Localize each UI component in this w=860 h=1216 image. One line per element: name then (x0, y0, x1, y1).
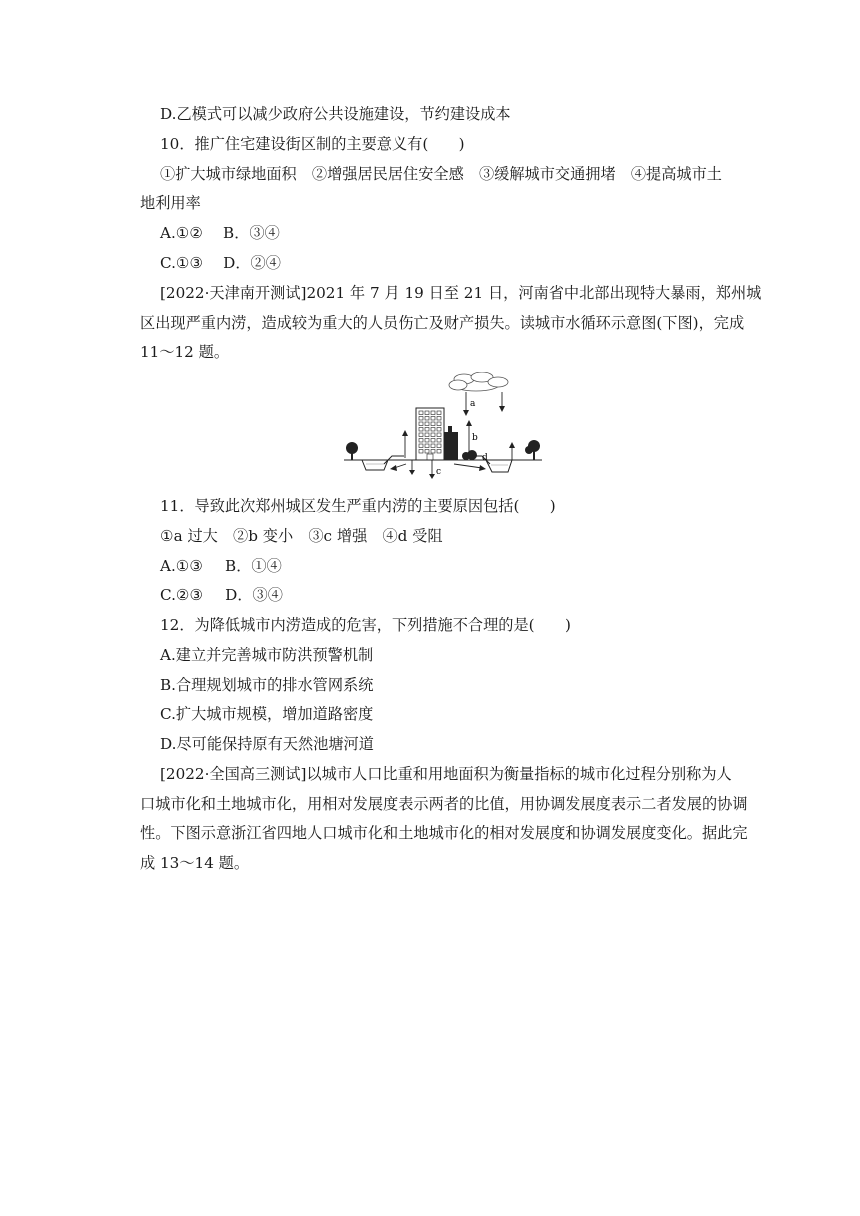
building-window (425, 411, 429, 415)
evaporation-arrowhead-right (509, 442, 515, 448)
q12-stem: 12．为降低城市内涝造成的危害，下列措施不合理的是( ) (160, 616, 571, 634)
building-window (437, 428, 441, 432)
pond-right-icon (486, 460, 512, 472)
building-window (419, 439, 423, 443)
q10-option-a: A.①② (160, 224, 204, 242)
passage2-line1: [2022·全国高三测试]以城市人口比重和用地面积为衡量指标的城市化过程分别称为人 (160, 765, 732, 783)
q11-stem: 11．导致此次郑州城区发生严重内涝的主要原因包括( ) (160, 497, 556, 515)
passage2-line4: 成 13～14 题。 (140, 854, 250, 872)
building-window (431, 444, 435, 448)
q11-options-row1 (160, 556, 282, 576)
building-window (431, 433, 435, 437)
q10-options-row1 (160, 223, 280, 243)
label-b: b (472, 433, 478, 443)
q12-option-a: A.建立并完善城市防洪预警机制 (160, 646, 374, 664)
urban-water-cycle-figure (336, 372, 546, 480)
label-d: d (482, 453, 488, 463)
precipitation-arrowhead-2 (499, 406, 505, 412)
building-window (425, 433, 429, 437)
runoff-arrowhead (479, 465, 486, 471)
building-icon (416, 408, 458, 460)
label-a: a (470, 399, 476, 409)
building-window (437, 450, 441, 454)
building-window (431, 417, 435, 421)
building-window (425, 444, 429, 448)
building-window (437, 417, 441, 421)
building-window (425, 439, 429, 443)
q11-options-row2 (160, 585, 283, 605)
q11-option-a: A.①③ (160, 557, 204, 575)
q11-option-b: B．①④ (225, 557, 282, 575)
passage2-line3: 性。下图示意浙江省四地人口城市化和土地城市化的相对发展度和协调发展度变化。据此完 (140, 824, 748, 842)
q11-option-d: D．③④ (225, 586, 283, 604)
building-window (419, 422, 423, 426)
building-window (425, 428, 429, 432)
building-window (419, 411, 423, 415)
building-window (437, 439, 441, 443)
building-door (427, 454, 433, 460)
passage2-line2: 口城市化和土地城市化，用相对发展度表示两者的比值，用协调发展度表示二者发展的协调 (140, 795, 748, 813)
tree-left-icon (346, 442, 358, 460)
q9-option-d: D.乙模式可以减少政府公共设施建设，节约建设成本 (160, 105, 511, 123)
infiltration-arrowhead (429, 474, 435, 479)
q10-stem: 10．推广住宅建设街区制的主要意义有( ) (160, 135, 465, 153)
q10-statements-line2: 地利用率 (140, 194, 201, 212)
precipitation-arrowhead (463, 410, 469, 416)
building-window (419, 417, 423, 421)
pond-left-icon (362, 460, 388, 470)
building-window (431, 450, 435, 454)
q10-statements-line1: ①扩大城市绿地面积 ②增强居民居住安全感 ③缓解城市交通拥堵 ④提高城市土 (160, 165, 722, 183)
building-window (425, 417, 429, 421)
q10-option-d: D．②④ (223, 254, 281, 272)
runoff-arrowhead-left (390, 465, 397, 471)
evaporation-arrowhead (466, 420, 472, 426)
building-window (431, 428, 435, 432)
evaporation-arrowhead-left (402, 430, 408, 436)
building-window (431, 439, 435, 443)
building-window (437, 433, 441, 437)
building-window (419, 428, 423, 432)
runoff-arrow (454, 464, 482, 468)
building-window (419, 433, 423, 437)
building-window (431, 411, 435, 415)
q10-option-c: C.①③ (160, 254, 204, 272)
bush-icon (462, 450, 477, 460)
building-window (437, 422, 441, 426)
building-window (419, 450, 423, 454)
label-c: c (436, 467, 442, 477)
q11-statements: ①a 过大 ②b 变小 ③c 增强 ④d 受阻 (160, 527, 443, 545)
building-window (431, 422, 435, 426)
q10-option-b: B．③④ (223, 224, 280, 242)
cloud-icon (449, 372, 508, 391)
building-window (419, 444, 423, 448)
q12-option-b: B.合理规划城市的排水管网系统 (160, 676, 374, 694)
q10-options-row2 (160, 253, 281, 273)
passage1-line1: [2022·天津南开测试]2021 年 7 月 19 日至 21 日，河南省中北部出现特大暴雨，郑州城 (160, 284, 762, 302)
building-window (437, 411, 441, 415)
building-window (425, 422, 429, 426)
q11-option-c: C.②③ (160, 586, 204, 604)
building-window (425, 450, 429, 454)
q12-option-c: C.扩大城市规模，增加道路密度 (160, 705, 374, 723)
infiltration-arrowhead-2 (409, 470, 415, 475)
passage1-line2: 区出现严重内涝，造成较为重大的人员伤亡及财产损失。读城市水循环示意图(下图)，完成 (140, 314, 745, 332)
passage1-line3: 11～12 题。 (140, 343, 230, 361)
q12-option-d: D.尽可能保持原有天然池塘河道 (160, 735, 374, 753)
tree-right-icon (525, 440, 540, 460)
building-window (437, 444, 441, 448)
